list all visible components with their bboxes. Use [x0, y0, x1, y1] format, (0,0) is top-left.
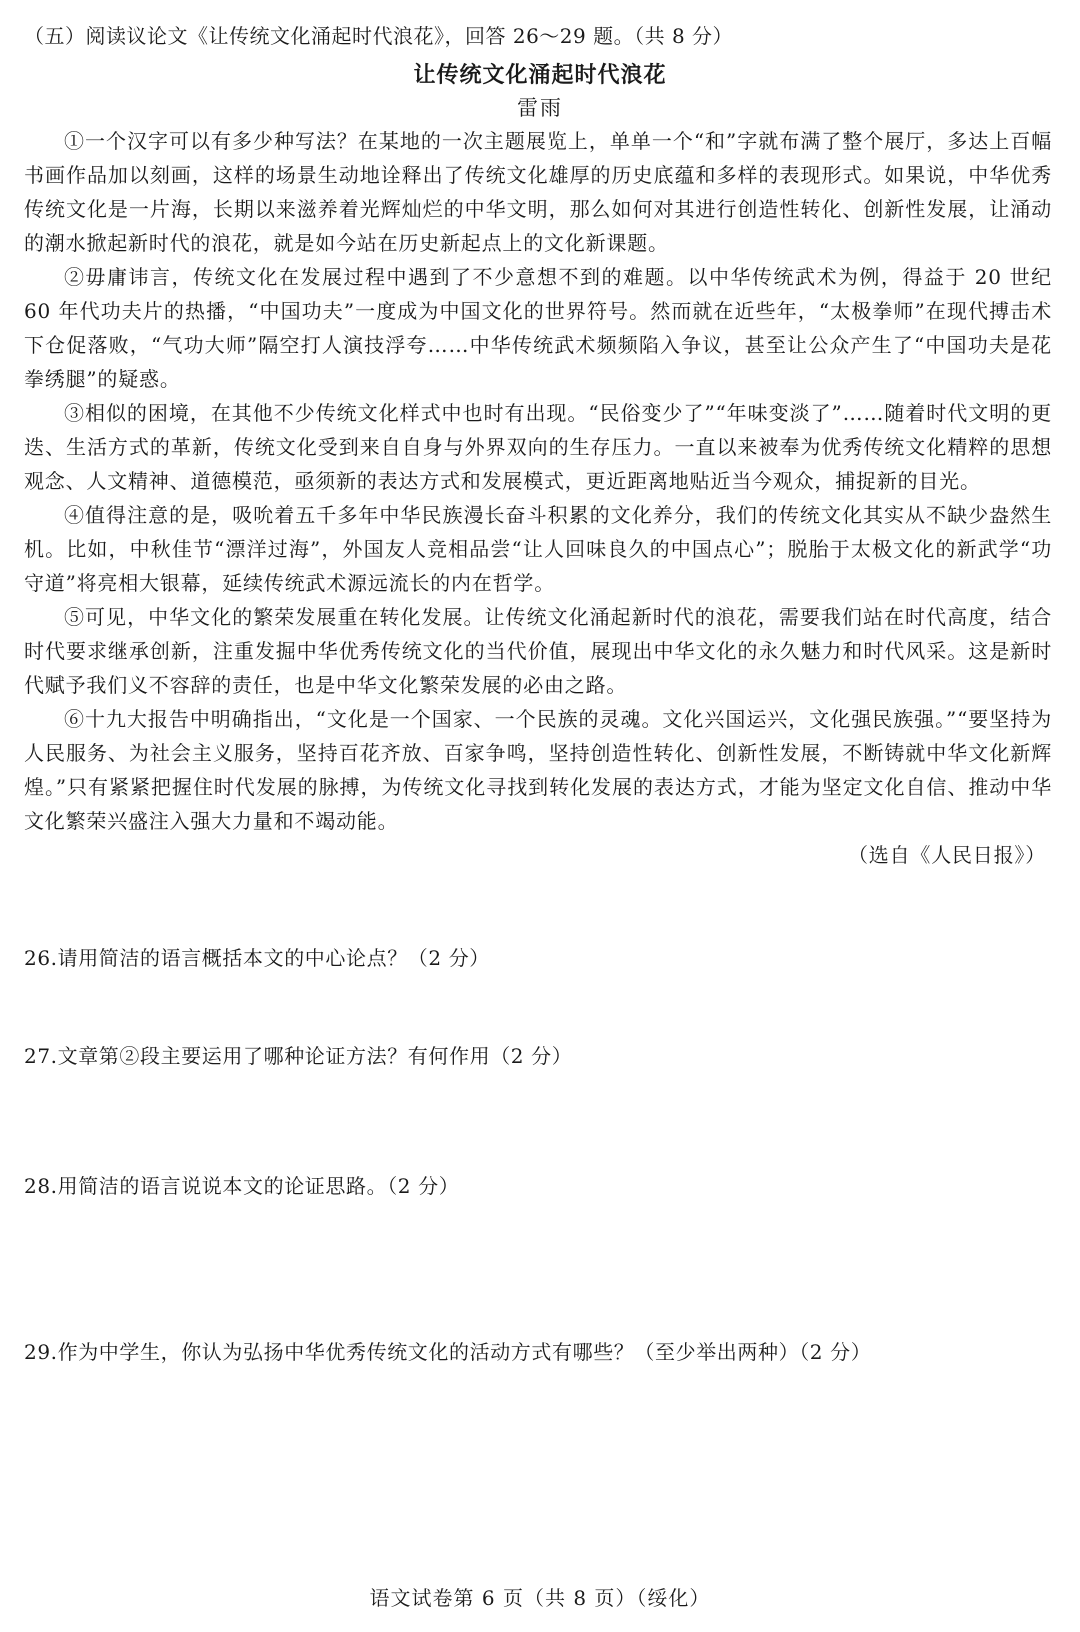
- paragraph-5: ⑤可见，中华文化的繁荣发展重在转化发展。让传统文化涌起新时代的浪花，需要我们站在时代高度，结合时代要求继承创新，注重发掘中华优秀传统文化的当代价值，展现出中华文化的永久魅力和时代风采。这是新时代赋予我们义不容辞的责任，也是中华文化繁荣发展的必由之路。: [24, 605, 1052, 697]
- paragraph-6: ⑥十九大报告中明确指出，“文化是一个国家、一个民族的灵魂。文化兴国运兴，文化强民族强。”“要坚持为人民服务、为社会主义服务，坚持百花齐放、百家争鸣，坚持创造性转化、创新性发展，不断铸就中华文化新辉煌。”只有紧紧把握住时代发展的脉搏，为传统文化寻找到转化发展的表达方式，才能为坚定文化自信、推动中华文化繁荣兴盛注入强大力量和不竭动能。: [24, 707, 1052, 833]
- page-footer: 语文试卷第 6 页（共 8 页）（绥化）: [369, 1586, 711, 1610]
- article-source: （选自《人民日报》）: [848, 843, 1046, 867]
- paragraph-2: ②毋庸讳言，传统文化在发展过程中遇到了不少意想不到的难题。以中华传统武术为例，得益于 20 世纪 60 年代功夫片的热播，“中国功夫”一度成为中国文化的世界符号。然而就在近些年，“太极拳师”在现代搏击术下仓促落败，“气功大师”隔空打人演技浮夸……中华传统武术频频陷入争议，甚至让公众产生了“中国功夫是花拳绣腿”的疑惑。: [24, 265, 1052, 391]
- question-27: 27.文章第②段主要运用了哪种论证方法？有何作用（2 分）: [24, 1044, 573, 1068]
- paragraph-3: ③相似的困境，在其他不少传统文化样式中也时有出现。“民俗变少了”“年味变淡了”……随着时代文明的更迭、生活方式的革新，传统文化受到来自自身与外界双向的生存压力。一直以来被奉为优秀传统文化精粹的思想观念、人文精神、道德模范，亟须新的表达方式和发展模式，更近距离地贴近当今观众，捕捉新的目光。: [24, 401, 1052, 493]
- question-26: 26.请用简洁的语言概括本文的中心论点？（2 分）: [24, 946, 490, 970]
- article-body: [24, 124, 1052, 872]
- article-title: 让传统文化涌起时代浪花: [413, 62, 667, 88]
- paragraph-1: ①一个汉字可以有多少种写法？在某地的一次主题展览上，单单一个“和”字就布满了整个展厅，多达上百幅书画作品加以刻画，这样的场景生动地诠释出了传统文化雄厚的历史底蕴和多样的表现形式。如果说，中华优秀传统文化是一片海，长期以来滋养着光辉灿烂的中华文明，那么如何对其进行创造性转化、创新性发展，让涌动的潮水掀起新时代的浪花，就是如今站在历史新起点上的文化新课题。: [24, 129, 1052, 255]
- question-29: 29.作为中学生，你认为弘扬中华优秀传统文化的活动方式有哪些？（至少举出两种）（2 分）: [24, 1340, 872, 1364]
- section-header: （五）阅读议论文《让传统文化涌起时代浪花》，回答 26～29 题。（共 8 分）: [24, 24, 734, 48]
- article-author: 雷雨: [517, 96, 563, 120]
- paragraph-4: ④值得注意的是，吸吮着五千多年中华民族漫长奋斗积累的文化养分，我们的传统文化其实从不缺少盎然生机。比如，中秋佳节“漂洋过海”，外国友人竞相品尝“让人回味良久的中国点心”；脱胎于太极文化的新武学“功守道”将亮相大银幕，延续传统武术源远流长的内在哲学。: [24, 503, 1052, 595]
- question-28: 28.用简洁的语言说说本文的论证思路。（2 分）: [24, 1174, 460, 1198]
